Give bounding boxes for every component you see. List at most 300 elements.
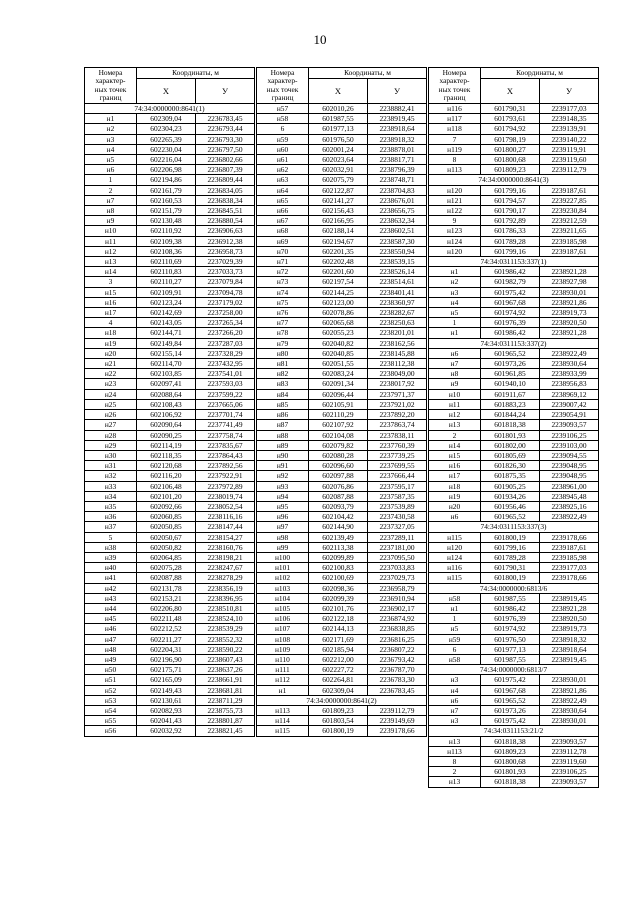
- point-number: н70: [257, 246, 309, 256]
- x-coordinate: 602155,14: [137, 348, 196, 358]
- point-number: н43: [85, 593, 137, 603]
- y-coordinate: 2237921,02: [368, 399, 427, 409]
- point-number: н115: [429, 573, 481, 583]
- table-header: [85, 68, 255, 104]
- table-row: [85, 389, 255, 399]
- x-coordinate: 601975,42: [481, 675, 540, 685]
- y-coordinate: 2238930,64: [540, 359, 599, 369]
- point-number: н78: [257, 328, 309, 338]
- table-row: [85, 257, 255, 267]
- y-coordinate: 2238145,88: [368, 348, 427, 358]
- point-number: н100: [257, 552, 309, 562]
- point-number: н118: [429, 124, 481, 134]
- table-row: [257, 379, 427, 389]
- y-coordinate: 2238919,73: [540, 308, 599, 318]
- point-number: н66: [257, 206, 309, 216]
- point-number: н86: [257, 410, 309, 420]
- y-coordinate: 2237863,74: [368, 420, 427, 430]
- point-number: н24: [85, 389, 137, 399]
- y-coordinate: 2239103,00: [540, 440, 599, 450]
- y-coordinate: 2239119,60: [540, 155, 599, 165]
- y-coordinate: 2236807,39: [196, 165, 255, 175]
- section-title: 74:34:0000000:8641(2): [257, 695, 427, 705]
- y-coordinate: 2238796,39: [368, 165, 427, 175]
- x-coordinate: 602083,24: [309, 369, 368, 379]
- point-number: н58: [429, 654, 481, 664]
- point-number: 1: [429, 318, 481, 328]
- y-coordinate: 2236802,66: [196, 155, 255, 165]
- point-number: н91: [257, 461, 309, 471]
- y-coordinate: 2238049,00: [368, 369, 427, 379]
- table-row: [429, 226, 599, 236]
- point-number: н61: [257, 155, 309, 165]
- x-coordinate: 602144,71: [137, 328, 196, 338]
- y-coordinate: 2239112,79: [540, 165, 599, 175]
- table-header: [429, 68, 599, 104]
- x-coordinate: 602065,68: [309, 318, 368, 328]
- table-row: [429, 757, 599, 767]
- y-coordinate: 2236838,34: [196, 195, 255, 205]
- y-coordinate: 2238956,83: [540, 379, 599, 389]
- x-coordinate: 602103,85: [137, 369, 196, 379]
- x-coordinate: 601800,68: [481, 757, 540, 767]
- table-row: [85, 461, 255, 471]
- y-coordinate: 2237258,00: [196, 308, 255, 318]
- table-column-3: [428, 67, 598, 788]
- table-row: [429, 705, 599, 715]
- x-coordinate: 602032,92: [137, 726, 196, 736]
- y-coordinate: 2237972,89: [196, 481, 255, 491]
- header-line: границ: [443, 93, 466, 103]
- x-coordinate: 602110,83: [137, 267, 196, 277]
- point-number: н59: [257, 134, 309, 144]
- point-number: н85: [257, 399, 309, 409]
- x-coordinate: 602087,88: [137, 573, 196, 583]
- point-number: н8: [429, 369, 481, 379]
- x-coordinate: 602114,19: [137, 440, 196, 450]
- point-number: 8: [429, 757, 481, 767]
- table-row: [257, 226, 427, 236]
- table-row: [429, 573, 599, 583]
- x-coordinate: 602110,29: [309, 410, 368, 420]
- x-coordinate: 601973,26: [481, 359, 540, 369]
- y-coordinate: 2236902,17: [368, 603, 427, 613]
- coordinates-tables: [84, 67, 598, 827]
- y-coordinate: 2236845,51: [196, 206, 255, 216]
- table-row: [429, 216, 599, 226]
- y-coordinate: 2239048,95: [540, 461, 599, 471]
- table-row: [257, 144, 427, 154]
- x-coordinate: 602142,69: [137, 308, 196, 318]
- table-row: [429, 501, 599, 511]
- x-coordinate: 602060,85: [137, 512, 196, 522]
- y-coordinate: 2238878,01: [368, 144, 427, 154]
- point-number: н23: [85, 379, 137, 389]
- table-row: [257, 236, 427, 246]
- x-coordinate: 602175,71: [137, 665, 196, 675]
- y-coordinate: 2237666,44: [368, 471, 427, 481]
- x-coordinate: 601809,23: [481, 165, 540, 175]
- point-number: н9: [429, 379, 481, 389]
- x-coordinate: 602106,48: [137, 481, 196, 491]
- point-number: н4: [85, 144, 137, 154]
- point-number: н60: [257, 144, 309, 154]
- point-number: н68: [257, 226, 309, 236]
- x-coordinate: 601987,55: [481, 593, 540, 603]
- table-row: [257, 716, 427, 726]
- table-row: [429, 104, 599, 114]
- table-row: [257, 654, 427, 664]
- x-coordinate: 602010,26: [309, 104, 368, 114]
- point-number: н3: [429, 287, 481, 297]
- table-row: [257, 134, 427, 144]
- x-coordinate: 601965,52: [481, 695, 540, 705]
- y-coordinate: 2238921,28: [540, 267, 599, 277]
- header-line: ных точек: [438, 84, 471, 94]
- y-coordinate: 2238922,49: [540, 348, 599, 358]
- table-row: [257, 369, 427, 379]
- table-row: [257, 563, 427, 573]
- y-coordinate: 2239211,65: [540, 226, 599, 236]
- x-coordinate: 602107,92: [309, 420, 368, 430]
- x-coordinate: 602161,79: [137, 185, 196, 195]
- table-row: [85, 450, 255, 460]
- x-coordinate: 602123,00: [309, 297, 368, 307]
- x-coordinate: 601967,68: [481, 685, 540, 695]
- point-number: н3: [429, 716, 481, 726]
- table-row: [429, 206, 599, 216]
- point-number: н9: [85, 216, 137, 226]
- y-coordinate: 2238919,73: [540, 624, 599, 634]
- x-coordinate: 601977,13: [481, 644, 540, 654]
- y-coordinate: 2238919,45: [368, 114, 427, 124]
- table-column-2: [256, 67, 426, 737]
- table-row: [429, 379, 599, 389]
- table-row: [257, 603, 427, 613]
- table-row: [85, 675, 255, 685]
- x-coordinate: 601802,00: [481, 440, 540, 450]
- x-coordinate: 601976,50: [309, 134, 368, 144]
- x-coordinate: 602100,69: [309, 573, 368, 583]
- y-coordinate: 2237593,03: [196, 379, 255, 389]
- y-coordinate: 2239139,91: [540, 124, 599, 134]
- point-number: н6: [85, 165, 137, 175]
- x-coordinate: 602160,53: [137, 195, 196, 205]
- x-coordinate: 602110,92: [137, 226, 196, 236]
- y-coordinate: 2237599,22: [196, 389, 255, 399]
- point-number: н102: [257, 573, 309, 583]
- x-coordinate: 602040,85: [309, 348, 368, 358]
- x-coordinate: 602087,88: [309, 491, 368, 501]
- y-coordinate: 2238356,19: [196, 583, 255, 593]
- point-number: н53: [85, 695, 137, 705]
- table-row: [429, 267, 599, 277]
- table-row: [85, 644, 255, 654]
- y-coordinate: 2236783,30: [368, 675, 427, 685]
- y-coordinate: 2238920,50: [540, 614, 599, 624]
- table-row: [85, 216, 255, 226]
- x-coordinate: 602143,05: [137, 318, 196, 328]
- y-coordinate: 2238550,94: [368, 246, 427, 256]
- point-number: н1: [257, 685, 309, 695]
- point-number: н90: [257, 450, 309, 460]
- point-number: н67: [257, 216, 309, 226]
- y-coordinate: 2238539,29: [196, 624, 255, 634]
- table-row: [429, 165, 599, 175]
- table-row: [429, 369, 599, 379]
- point-number: н58: [257, 114, 309, 124]
- point-number: 6: [257, 124, 309, 134]
- point-number: 6: [429, 644, 481, 654]
- y-coordinate: 2238748,71: [368, 175, 427, 185]
- x-coordinate: 602202,48: [309, 257, 368, 267]
- table-row: [257, 185, 427, 195]
- x-coordinate: 602080,28: [309, 450, 368, 460]
- table-row: [429, 195, 599, 205]
- x-coordinate: 601967,68: [481, 297, 540, 307]
- table-row: [85, 716, 255, 726]
- x-coordinate: 602227,72: [309, 665, 368, 675]
- y-coordinate: 2238920,50: [540, 318, 599, 328]
- point-number: н105: [257, 603, 309, 613]
- point-number: н99: [257, 542, 309, 552]
- section-title: 74:34:0000000:8641(3): [429, 175, 599, 185]
- section-title: 74:34:0000000:8641(1): [85, 104, 255, 114]
- point-number: н17: [429, 471, 481, 481]
- x-coordinate: 602130,61: [137, 695, 196, 705]
- table-row: [85, 665, 255, 675]
- table-row: [429, 746, 599, 756]
- y-coordinate: 2239094,55: [540, 450, 599, 460]
- point-number: н17: [85, 308, 137, 318]
- table-row: [85, 155, 255, 165]
- point-number: н64: [257, 185, 309, 195]
- x-coordinate: 601800,19: [481, 573, 540, 583]
- y-coordinate: 2238921,86: [540, 685, 599, 695]
- y-coordinate: 2237835,67: [196, 440, 255, 450]
- table-row: [429, 532, 599, 542]
- x-coordinate: 602130,48: [137, 216, 196, 226]
- x-coordinate: 602097,41: [137, 379, 196, 389]
- table-row: [429, 491, 599, 501]
- x-coordinate: 602131,78: [137, 583, 196, 593]
- table-row: [85, 236, 255, 246]
- table-row: [257, 410, 427, 420]
- point-number: н113: [257, 705, 309, 715]
- y-coordinate: 2239106,25: [540, 767, 599, 777]
- y-coordinate: 2237179,02: [196, 297, 255, 307]
- table-row: [429, 297, 599, 307]
- coordinates-header: Координаты, м: [481, 68, 599, 79]
- header-line: Номера: [270, 68, 295, 77]
- table-row: [85, 563, 255, 573]
- section-title: 74:34:0311153:337(1): [429, 257, 599, 267]
- table-row: [429, 736, 599, 746]
- table-row: [85, 491, 255, 501]
- x-coordinate: 602096,44: [309, 389, 368, 399]
- table-row: [257, 685, 427, 695]
- x-coordinate: 602141,27: [309, 195, 368, 205]
- y-coordinate: 2236793,42: [368, 654, 427, 664]
- point-number: н32: [85, 471, 137, 481]
- table-row: [429, 359, 599, 369]
- x-header: X: [309, 78, 368, 103]
- y-coordinate: 2236958,73: [196, 246, 255, 256]
- x-coordinate: 602088,64: [137, 389, 196, 399]
- x-coordinate: 601965,52: [481, 512, 540, 522]
- point-number: 1: [85, 175, 137, 185]
- x-coordinate: 601794,92: [481, 124, 540, 134]
- section-row: [85, 104, 255, 114]
- table-row: [85, 175, 255, 185]
- table-row: [85, 471, 255, 481]
- table-row: [257, 675, 427, 685]
- table-row: [257, 634, 427, 644]
- point-number: н69: [257, 236, 309, 246]
- table-row: [429, 563, 599, 573]
- x-coordinate: 602051,55: [309, 359, 368, 369]
- x-coordinate: 602212,00: [309, 654, 368, 664]
- y-coordinate: 2239178,66: [540, 573, 599, 583]
- coordinates-table: [428, 67, 599, 788]
- header-line: границ: [99, 93, 122, 103]
- y-coordinate: 2238921,86: [540, 297, 599, 307]
- x-coordinate: 601799,16: [481, 246, 540, 256]
- table-row: [429, 593, 599, 603]
- table-row: [257, 552, 427, 562]
- table-row: [429, 603, 599, 613]
- table-row: [429, 614, 599, 624]
- y-coordinate: 2238945,48: [540, 491, 599, 501]
- table-header: [257, 68, 427, 104]
- section-title: 74:34:0000000:6813/7: [429, 665, 599, 675]
- y-coordinate: 2238160,76: [196, 542, 255, 552]
- table-row: [85, 501, 255, 511]
- x-coordinate: 602309,04: [309, 685, 368, 695]
- y-coordinate: 2238552,32: [196, 634, 255, 644]
- table-column-1: [84, 67, 254, 737]
- y-coordinate: 2236910,94: [368, 593, 427, 603]
- table-row: [85, 440, 255, 450]
- x-coordinate: 602105,91: [309, 399, 368, 409]
- y-coordinate: 2239177,03: [540, 104, 599, 114]
- y-coordinate: 2239185,98: [540, 236, 599, 246]
- header-line: Номера: [442, 68, 467, 77]
- y-coordinate: 2239187,61: [540, 542, 599, 552]
- table-row: [429, 236, 599, 246]
- table-row: [85, 634, 255, 644]
- header-line: ных точек: [266, 84, 299, 94]
- y-coordinate: 2238969,12: [540, 389, 599, 399]
- x-coordinate: 602076,86: [309, 481, 368, 491]
- table-row: [85, 695, 255, 705]
- x-coordinate: 602001,24: [309, 144, 368, 154]
- point-number: 3: [85, 277, 137, 287]
- table-row: [257, 267, 427, 277]
- table-row: [85, 124, 255, 134]
- y-coordinate: 2238360,97: [368, 297, 427, 307]
- y-coordinate: 2239230,84: [540, 206, 599, 216]
- x-coordinate: 601987,55: [481, 654, 540, 664]
- x-coordinate: 602092,66: [137, 501, 196, 511]
- x-coordinate: 602206,98: [137, 165, 196, 175]
- x-coordinate: 602090,64: [137, 420, 196, 430]
- y-coordinate: 2237595,17: [368, 481, 427, 491]
- table-row: [85, 583, 255, 593]
- y-coordinate: 2239187,61: [540, 185, 599, 195]
- y-coordinate: 2236807,22: [368, 644, 427, 654]
- point-number: н111: [257, 665, 309, 675]
- section-row: [429, 726, 599, 736]
- table-row: [257, 389, 427, 399]
- y-coordinate: 2238637,26: [196, 665, 255, 675]
- x-coordinate: 602118,35: [137, 450, 196, 460]
- point-number: н47: [85, 634, 137, 644]
- x-coordinate: 602204,31: [137, 644, 196, 654]
- table-row: [85, 144, 255, 154]
- table-row: [257, 593, 427, 603]
- point-number: н19: [85, 338, 137, 348]
- x-coordinate: 601789,28: [481, 236, 540, 246]
- point-number: н121: [429, 195, 481, 205]
- y-coordinate: 2238607,43: [196, 654, 255, 664]
- y-coordinate: 2238510,81: [196, 603, 255, 613]
- x-coordinate: 602304,23: [137, 124, 196, 134]
- x-coordinate: 602122,18: [309, 614, 368, 624]
- section-row: [429, 338, 599, 348]
- point-number-header: [429, 68, 481, 104]
- point-number: н1: [429, 603, 481, 613]
- y-coordinate: 2238282,67: [368, 308, 427, 318]
- y-coordinate: 2236834,05: [196, 185, 255, 195]
- table-row: [85, 481, 255, 491]
- y-coordinate: 2238919,45: [540, 654, 599, 664]
- table-row: [429, 685, 599, 695]
- table-row: [85, 512, 255, 522]
- y-coordinate: 2238632,34: [368, 216, 427, 226]
- x-coordinate: 601798,19: [481, 134, 540, 144]
- point-number: н42: [85, 583, 137, 593]
- x-coordinate: 601976,50: [481, 634, 540, 644]
- point-number: н57: [257, 104, 309, 114]
- point-number-header: [257, 68, 309, 104]
- coordinates-header: Координаты, м: [137, 68, 255, 79]
- table-row: [429, 440, 599, 450]
- point-number: н120: [429, 246, 481, 256]
- point-number: н119: [429, 144, 481, 154]
- point-number: н92: [257, 471, 309, 481]
- table-row: [85, 532, 255, 542]
- x-coordinate: 602196,90: [137, 654, 196, 664]
- point-number: н72: [257, 267, 309, 277]
- x-coordinate: 602101,20: [137, 491, 196, 501]
- y-coordinate: 2239178,66: [368, 726, 427, 736]
- table-row: [257, 104, 427, 114]
- y-coordinate: 2238925,16: [540, 501, 599, 511]
- point-number: н103: [257, 583, 309, 593]
- table-row: [429, 328, 599, 338]
- y-coordinate: 2237327,05: [368, 522, 427, 532]
- y-coordinate: 2237758,74: [196, 430, 255, 440]
- y-coordinate: 2237892,20: [368, 410, 427, 420]
- x-coordinate: 602090,25: [137, 430, 196, 440]
- point-number: н5: [429, 308, 481, 318]
- y-coordinate: 2238526,14: [368, 267, 427, 277]
- table-row: [429, 461, 599, 471]
- point-number: н117: [429, 114, 481, 124]
- table-row: [429, 420, 599, 430]
- point-number: н34: [85, 491, 137, 501]
